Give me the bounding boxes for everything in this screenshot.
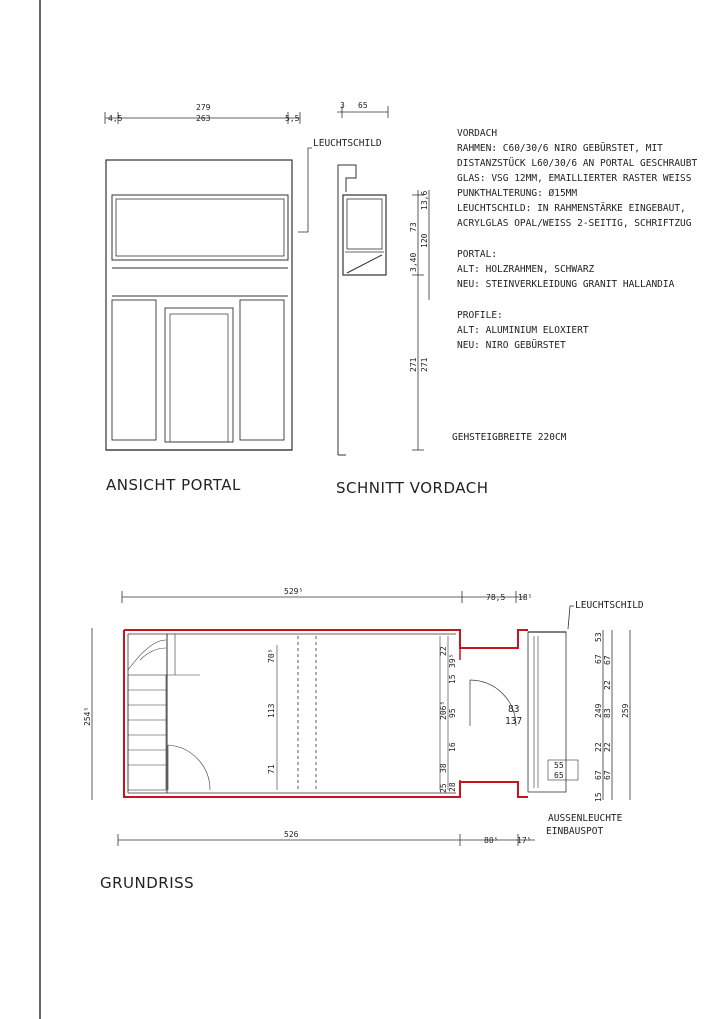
label-einbauspot: EINBAUSPOT (546, 826, 604, 837)
dim-plan-col-25: 25 (439, 783, 448, 793)
portal-elevation (105, 103, 382, 494)
label-aussenleuchte: AUSSENLEUCHTE (548, 813, 623, 824)
dim-plan-door-83: 83 (508, 704, 520, 715)
dim-section-b: 65 (358, 101, 368, 110)
spec-notes (452, 128, 697, 443)
note-profile-1: ALT: ALUMINIUM ELOXIERT (457, 325, 589, 336)
note-gehsteig: GEHSTEIGBREITE 220CM (452, 432, 567, 443)
note-profile-0: PROFILE: (457, 310, 503, 321)
note-portal-1: ALT: HOLZRAHMEN, SCHWARZ (457, 264, 595, 275)
dim-plan-bottom-total: 526 (284, 830, 299, 839)
note-vordach-3: GLAS: VSG 12MM, EMAILLIERTER RASTER WEISS (457, 173, 692, 184)
dim-plan-r2-22b: 22 (603, 742, 612, 752)
note-vordach-5: LEUCHTSCHILD: IN RAHMENSTÄRKE EINGEBAUT, (457, 203, 686, 214)
dim-sec-v1: 13,6 (420, 190, 429, 210)
dim-sec-v4: 3,40 (409, 252, 418, 272)
dim-plan-col-95: 95 (448, 708, 457, 718)
dim-plan-col-15: 15 (448, 674, 457, 684)
title-schnitt-vordach: SCHNITT VORDACH (336, 479, 489, 497)
dim-plan-r1-15: 15 (594, 792, 603, 802)
dim-plan-r2-22: 22 (603, 680, 612, 690)
dim-plan-113: 113 (267, 703, 276, 718)
dim-portal-width-inner: 263 (196, 114, 211, 123)
dim-plan-71: 71 (267, 764, 276, 774)
note-vordach-4: PUNKTHALTERUNG: Ø15MM (457, 188, 578, 199)
dim-plan-col-206: 206⁵ (439, 700, 448, 720)
dim-plan-r1-67: 67 (594, 654, 603, 664)
dim-portal-width-outer: 279 (196, 103, 211, 112)
dim-plan-col-22: 22 (439, 646, 448, 656)
title-ansicht-portal: ANSICHT PORTAL (106, 476, 241, 494)
dim-sec-v6: 271 (420, 357, 429, 372)
dim-portal-right: 5,5 (285, 114, 300, 123)
ground-plan (83, 587, 644, 892)
dim-plan-col-38: 38 (439, 763, 448, 773)
dim-plan-w55: 55 (554, 761, 564, 770)
dim-section-a: 3 (340, 101, 345, 110)
title-grundriss: GRUNDRISS (100, 874, 195, 892)
dim-plan-left-depth: 254⁵ (83, 706, 92, 726)
dim-sec-v5: 271 (409, 357, 418, 372)
dim-plan-bottom-right: 17⁵ (517, 836, 532, 845)
dim-plan-r2-67b: 67 (603, 770, 612, 780)
dim-plan-r2-67: 67 (603, 655, 612, 665)
dim-plan-r1-67b: 67 (594, 770, 603, 780)
dim-plan-70: 70⁵ (267, 648, 276, 663)
dim-plan-r3-259: 259 (621, 703, 630, 718)
dim-plan-w65: 65 (554, 771, 564, 780)
dim-plan-r1-53: 53 (594, 632, 603, 642)
dim-plan-top-right: 18⁵ (518, 593, 533, 602)
leuchtschild-label-top: LEUCHTSCHILD (313, 138, 382, 149)
leuchtschild-label-plan: LEUCHTSCHILD (575, 600, 644, 611)
note-vordach-2: DISTANZSTÜCK L60/30/6 AN PORTAL GESCHRAUBT (457, 158, 698, 169)
dim-plan-r1-22: 22 (594, 742, 603, 752)
dim-plan-col-16: 16 (448, 742, 457, 752)
dim-portal-left: 4,5 (108, 114, 123, 123)
dim-sec-v3: 120 (420, 233, 429, 248)
note-profile-2: NEU: NIRO GEBÜRSTET (457, 340, 566, 351)
dim-plan-r1-249: 249 (594, 703, 603, 718)
dim-plan-door-137: 137 (505, 716, 523, 727)
note-vordach-6: ACRYLGLAS OPAL/WEISS 2-SEITIG, SCHRIFTZUG (457, 218, 692, 229)
note-portal-0: PORTAL: (457, 249, 498, 260)
dim-plan-col-39: 39⁵ (448, 653, 457, 668)
dim-plan-r2-83: 83 (603, 708, 612, 718)
dim-plan-top-total: 529⁵ (284, 587, 304, 596)
dim-plan-bottom-mid: 80⁵ (484, 836, 499, 845)
note-portal-2: NEU: STEINVERKLEIDUNG GRANIT HALLANDIA (457, 279, 675, 290)
note-vordach-1: RAHMEN: C60/30/6 NIRO GEBÜRSTET, MIT (457, 143, 663, 154)
dim-plan-top-mid: 78,5 (486, 593, 506, 602)
dim-plan-col-28: 28 (448, 782, 457, 792)
dim-sec-v2: 73 (409, 222, 418, 232)
note-vordach-0: VORDACH (457, 128, 498, 139)
